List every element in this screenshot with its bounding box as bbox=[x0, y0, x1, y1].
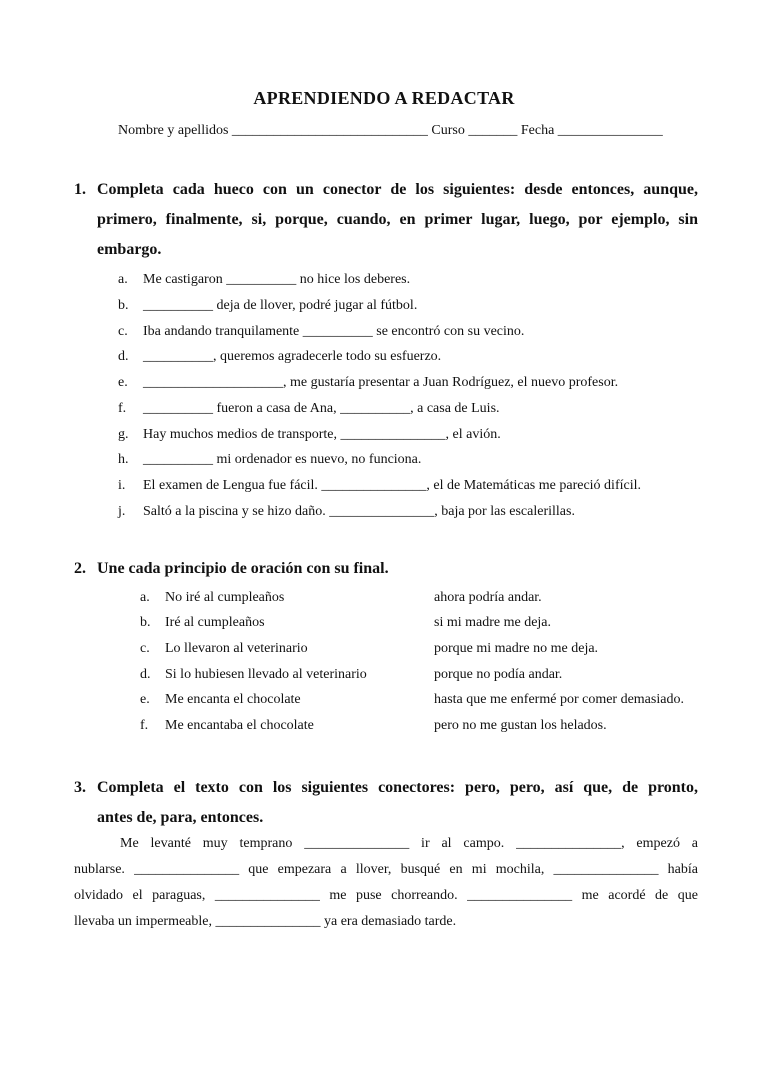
item-text: El examen de Lengua fue fácil. _______________, el de Matemáticas me pareció difícil. bbox=[143, 478, 641, 493]
sentence-start: Si lo hubiesen llevado al veterinario bbox=[165, 667, 367, 682]
paragraph-line: olvidado el paraguas, _______________ me puse chorreando. _______________ me acordé de que bbox=[74, 888, 698, 903]
item-text: Iba andando tranquilamente __________ se encontró con su vecino. bbox=[143, 324, 525, 339]
item-marker: f. bbox=[118, 401, 127, 416]
item-text: __________ deja de llover, podré jugar al fútbol. bbox=[143, 298, 418, 313]
question-2-prompt: Une cada principio de oración con su final. bbox=[97, 560, 389, 577]
item-marker: c. bbox=[118, 324, 128, 339]
row-marker: f. bbox=[140, 718, 149, 733]
question-3-heading bbox=[74, 773, 698, 833]
sentence-end: porque mi madre no me deja. bbox=[434, 641, 599, 656]
paragraph-line: Me levanté muy temprano _______________ ir al campo. _______________, empezó a bbox=[120, 836, 698, 851]
question-3-prompt-line-2: antes de, para, entonces. bbox=[97, 809, 264, 826]
item-marker: g. bbox=[118, 427, 129, 442]
item-marker: a. bbox=[118, 272, 128, 287]
row-marker: a. bbox=[140, 590, 150, 605]
item-text: __________ fueron a casa de Ana, __________, a casa de Luis. bbox=[143, 401, 500, 416]
question-1-number: 1. bbox=[74, 181, 86, 198]
sentence-start: Iré al cumpleaños bbox=[165, 615, 265, 630]
sentence-end: ahora podría andar. bbox=[434, 590, 542, 605]
row-marker: d. bbox=[140, 667, 151, 682]
item-text: Saltó a la piscina y se hizo daño. _______________, baja por las escalerillas. bbox=[143, 504, 575, 519]
sentence-end: si mi madre me deja. bbox=[434, 615, 552, 630]
row-marker: c. bbox=[140, 641, 150, 656]
item-text: Me castigaron __________ no hice los deberes. bbox=[143, 272, 411, 287]
student-info-line: Nombre y apellidos ____________________________ Curso _______ Fecha _______________ bbox=[118, 123, 663, 138]
item-text: ____________________, me gustaría presentar a Juan Rodríguez, el nuevo profesor. bbox=[143, 375, 619, 390]
question-2-heading bbox=[74, 554, 698, 584]
sentence-start: No iré al cumpleaños bbox=[165, 590, 285, 605]
question-2-number: 2. bbox=[74, 560, 86, 577]
row-marker: b. bbox=[140, 615, 151, 630]
item-text: Hay muchos medios de transporte, _______________, el avión. bbox=[143, 427, 501, 442]
item-text: __________ mi ordenador es nuevo, no funciona. bbox=[143, 452, 422, 467]
item-marker: b. bbox=[118, 298, 129, 313]
row-marker: e. bbox=[140, 692, 150, 707]
item-marker: h. bbox=[118, 452, 129, 467]
sentence-end: porque no podía andar. bbox=[434, 667, 563, 682]
item-marker: j. bbox=[118, 504, 126, 519]
page-title: APRENDIENDO A REDACTAR bbox=[253, 88, 515, 108]
item-text: __________, queremos agradecerle todo su esfuerzo. bbox=[143, 349, 442, 364]
question-1-heading bbox=[74, 175, 698, 265]
question-1-prompt: Completa cada hueco con un conector de los siguientes: desde entonces, aunque, primero, finalmente, si, porque, cuando, en primer lugar, luego, por ejemplo, sin embargo. bbox=[97, 181, 698, 258]
item-marker: i. bbox=[118, 478, 126, 493]
question-3-number: 3. bbox=[74, 779, 86, 796]
sentence-end: pero no me gustan los helados. bbox=[434, 718, 607, 733]
item-marker: e. bbox=[118, 375, 128, 390]
paragraph-line: llevaba un impermeable, _______________ ya era demasiado tarde. bbox=[74, 914, 457, 929]
item-marker: d. bbox=[118, 349, 129, 364]
sentence-start: Me encanta el chocolate bbox=[165, 692, 301, 707]
sentence-end: hasta que me enfermé por comer demasiado. bbox=[434, 692, 684, 707]
paragraph-line: nublarse. _______________ que empezara a llover, busqué en mi mochila, _______________ había bbox=[74, 862, 698, 877]
sentence-start: Lo llevaron al veterinario bbox=[165, 641, 308, 656]
question-3-prompt-line-1: Completa el texto con los siguientes conectores: pero, pero, así que, de pronto, bbox=[97, 779, 698, 796]
sentence-start: Me encantaba el chocolate bbox=[165, 718, 314, 733]
